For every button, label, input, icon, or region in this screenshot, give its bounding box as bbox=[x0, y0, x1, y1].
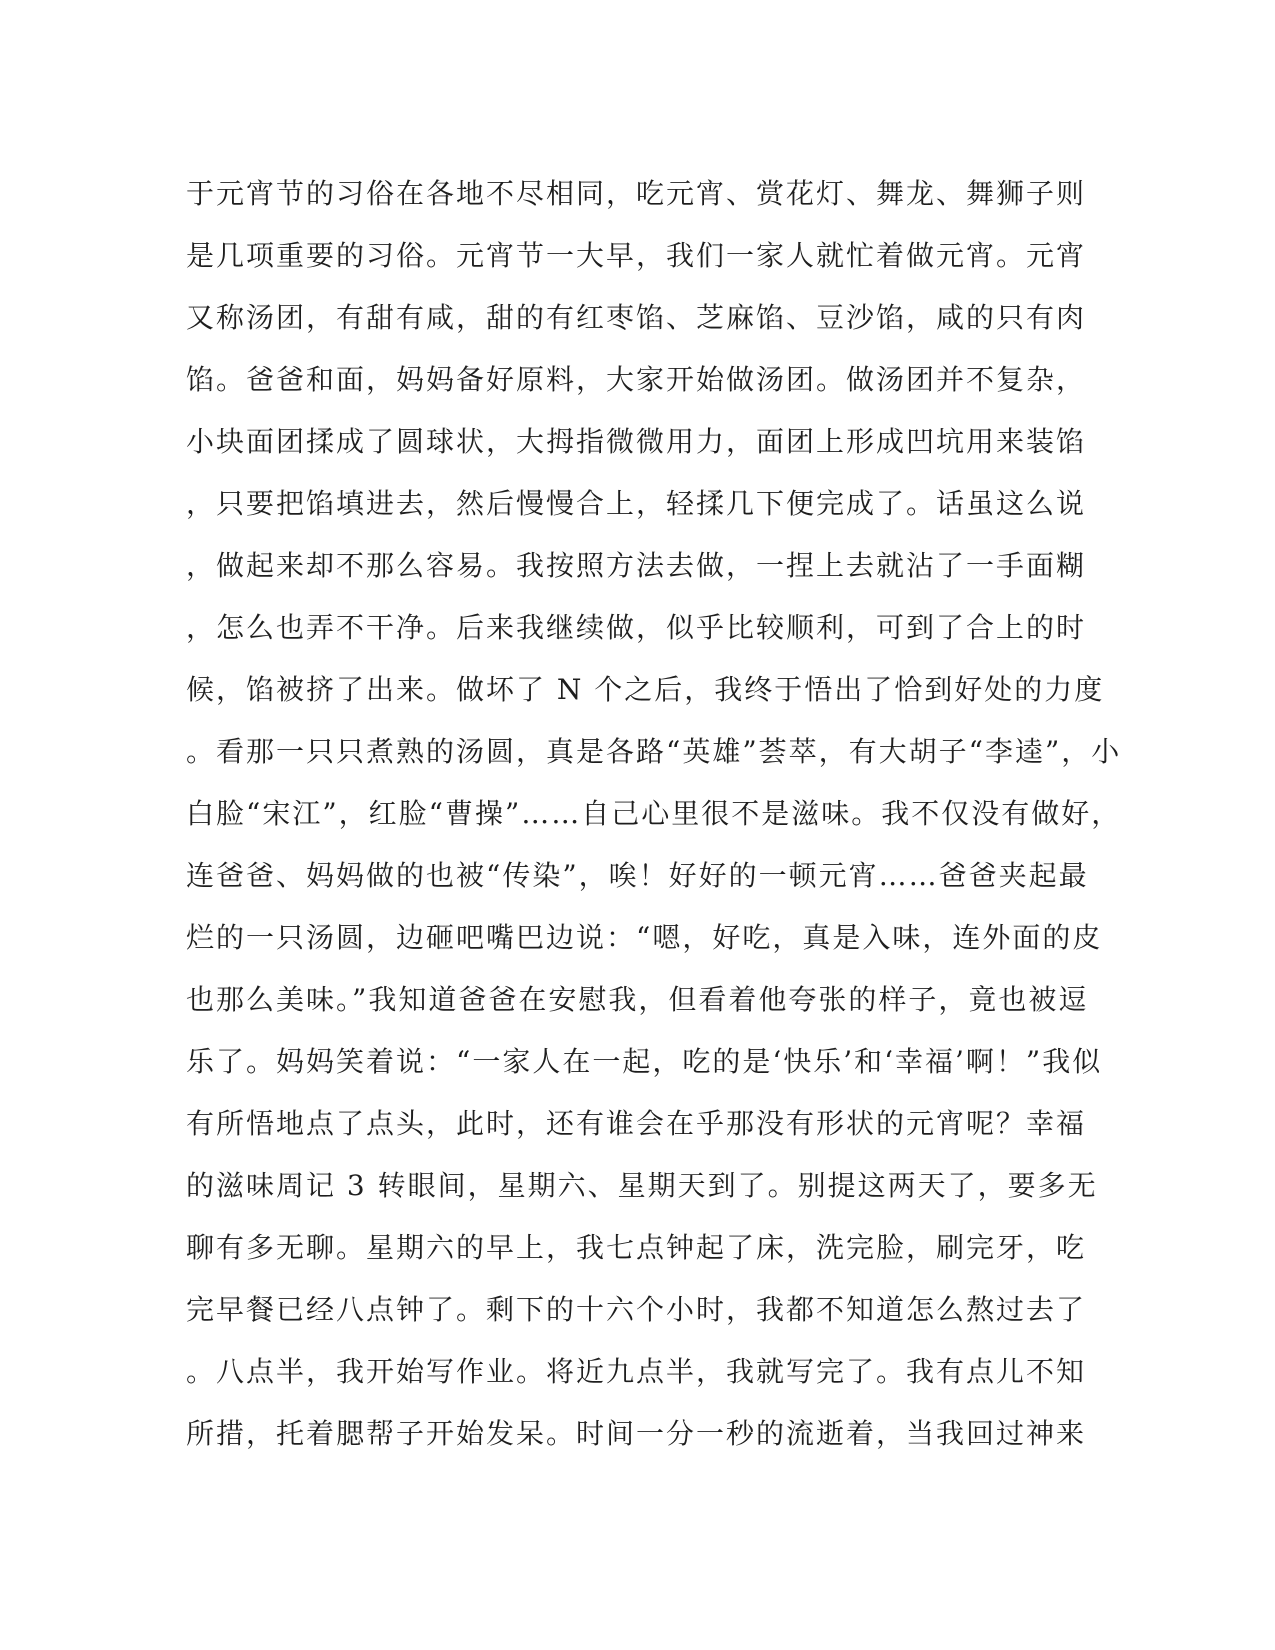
text-line-5: 小块面团揉成了圆球状，大拇指微微用力，面团上形成凹坑用来装馅 bbox=[186, 425, 1087, 458]
text-line-17: 的滋味周记 3 转眼间，星期六、星期天到了。别提这两天了，要多无 bbox=[186, 1169, 1098, 1202]
text-line-21: 所措，托着腮帮子开始发呆。时间一分一秒的流逝着，当我回过神来 bbox=[186, 1417, 1087, 1450]
text-line-12: 连爸爸、妈妈做的也被“传染”，唉！好好的一顿元宵……爸爸夹起最 bbox=[186, 859, 1089, 892]
text-line-4: 馅。爸爸和面，妈妈备好原料，大家开始做汤团。做汤团并不复杂， bbox=[186, 363, 1087, 396]
text-line-1: 于元宵节的习俗在各地不尽相同，吃元宵、赏花灯、舞龙、舞狮子则 bbox=[186, 177, 1087, 210]
text-line-3: 又称汤团，有甜有咸，甜的有红枣馅、芝麻馅、豆沙馅，咸的只有肉 bbox=[186, 301, 1087, 334]
text-line-15: 乐了。妈妈笑着说：“一家人在一起，吃的是‘快乐’和‘幸福’啊！”我似 bbox=[186, 1045, 1103, 1078]
text-line-6: ，只要把馅填进去，然后慢慢合上，轻揉几下便完成了。话虽这么说 bbox=[186, 487, 1087, 520]
text-line-7: ，做起来却不那么容易。我按照方法去做，一捏上去就沾了一手面糊 bbox=[186, 549, 1087, 582]
text-line-18: 聊有多无聊。星期六的早上，我七点钟起了床，洗完脸，刷完牙，吃 bbox=[186, 1231, 1087, 1264]
text-line-20: 。八点半，我开始写作业。将近九点半，我就写完了。我有点儿不知 bbox=[186, 1355, 1087, 1388]
text-line-9: 候，馅被挤了出来。做坏了 N 个之后，我终于悟出了恰到好处的力度 bbox=[186, 673, 1105, 706]
text-line-19: 完早餐已经八点钟了。剩下的十六个小时，我都不知道怎么熬过去了 bbox=[186, 1293, 1087, 1326]
essay-body bbox=[186, 163, 1122, 1465]
text-line-14: 也那么美味。”我知道爸爸在安慰我，但看着他夸张的样子，竟也被逗 bbox=[186, 983, 1089, 1016]
text-line-8: ，怎么也弄不干净。后来我继续做，似乎比较顺利，可到了合上的时 bbox=[186, 611, 1087, 644]
text-line-11: 白脸“宋江”，红脸“曹操”……自己心里很不是滋味。我不仅没有做好， bbox=[186, 797, 1122, 830]
text-line-16: 有所悟地点了点头，此时，还有谁会在乎那没有形状的元宵呢？幸福 bbox=[186, 1107, 1087, 1140]
text-line-2: 是几项重要的习俗。元宵节一大早，我们一家人就忙着做元宵。元宵 bbox=[186, 239, 1087, 272]
text-line-13: 烂的一只汤圆，边砸吧嘴巴边说：“嗯，好吃，真是入味，连外面的皮 bbox=[186, 921, 1103, 954]
text-line-10: 。看那一只只煮熟的汤圆，真是各路“英雄”荟萃，有大胡子“李逵”，小 bbox=[186, 735, 1122, 768]
